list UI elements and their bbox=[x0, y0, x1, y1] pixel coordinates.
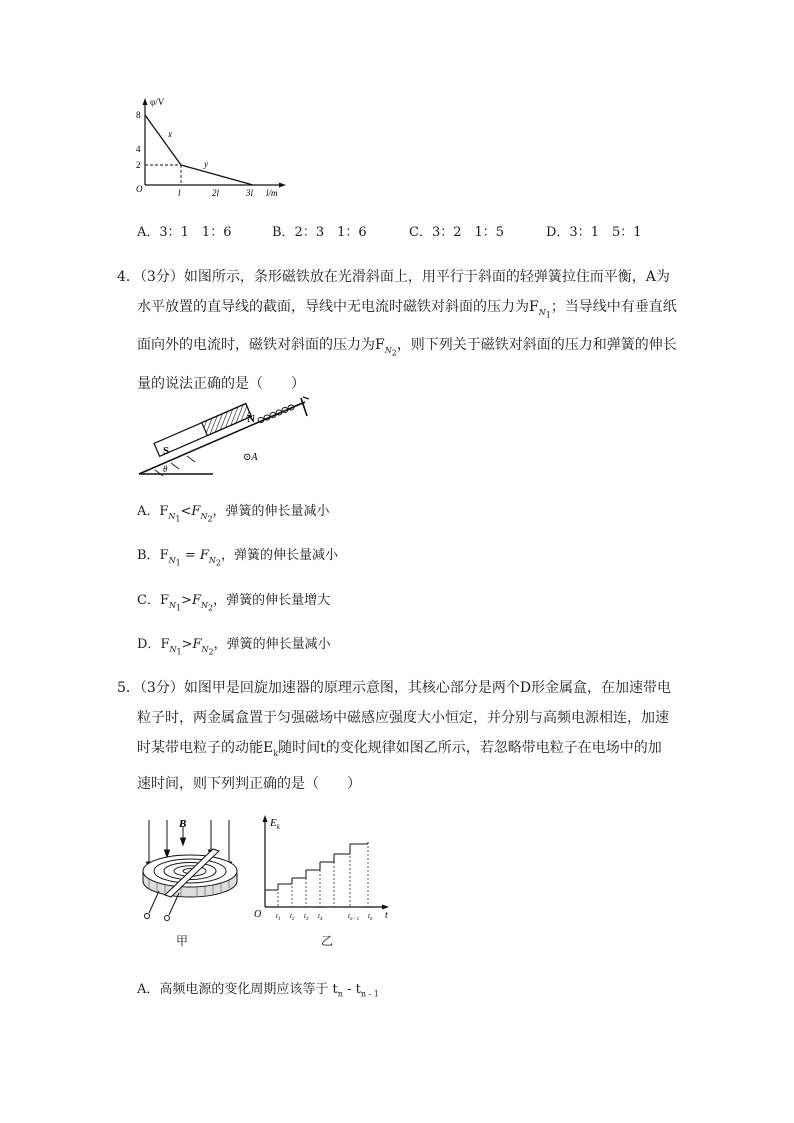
q5-option-a[interactable]: A．高频电源的变化周期应该等于 $t_n - t_{n - 1}$ bbox=[137, 982, 379, 999]
graph-tick-8: 8 bbox=[136, 110, 141, 120]
q4-option-d[interactable]: D．$F_{N_1}>F_{N_2}$，弹簧的伸长量减小 bbox=[137, 637, 331, 657]
cyclotron-figure bbox=[135, 815, 240, 925]
magnet-n-label: N bbox=[247, 413, 255, 425]
segment-y-line bbox=[181, 165, 253, 185]
q4-option-b[interactable]: B．$F_{N_1} = F_{N_2}$，弹簧的伸长量减小 bbox=[137, 548, 339, 568]
q5-line-4: 速时间，则下列判正确的是（ ） bbox=[137, 775, 361, 792]
ek-symbol: $E_k$ bbox=[263, 740, 279, 758]
q4-option-a[interactable]: A．$F_{N_1}<F_{N_2}$，弹簧的伸长量减小 bbox=[137, 504, 330, 524]
graph-origin: O bbox=[136, 184, 143, 194]
q3-option-b[interactable]: B．2：3 1：6 bbox=[272, 225, 367, 240]
q4-option-c[interactable]: C．$F_{N_1}>F_{N_2}$，弹簧的伸长量增大 bbox=[137, 593, 331, 613]
q5-line-3: 时某带电粒子的动能$E_k$随时间t的变化规律如图乙所示，若忽略带电粒子在电场中的加 bbox=[137, 740, 662, 758]
graph-tick-4: 4 bbox=[136, 144, 141, 154]
magnet-incline-figure bbox=[135, 392, 315, 482]
ek-origin: O bbox=[254, 909, 262, 920]
fn2-symbol: $F_{N_2}$ bbox=[375, 337, 397, 358]
potential-graph bbox=[130, 95, 300, 205]
segment-x-label: x bbox=[168, 129, 172, 139]
tick-t1: $t_1$ bbox=[276, 912, 281, 922]
q4-line-2: 水平放置的直导线的截面，导线中无电流时磁铁对斜面的压力为$F_{N_1}$；当导线中有垂直纸 bbox=[137, 299, 677, 320]
fn1-symbol: $F_{N_1}$ bbox=[529, 299, 551, 320]
segment-x-line bbox=[145, 115, 181, 165]
q5-line-1: 5．（3分）如图甲是回旋加速器的原理示意图，其核心部分是两个D形金属盒，在加速带电 bbox=[117, 680, 672, 696]
tick-t3: $t_3$ bbox=[304, 912, 309, 922]
tick-t2: $t_2$ bbox=[290, 912, 295, 922]
q4-line-4: 量的说法正确的是（ ） bbox=[137, 375, 305, 392]
fig-yi-caption: 乙 bbox=[321, 934, 334, 948]
graph-y-axis-label: φ/V bbox=[150, 97, 165, 107]
q3-option-d[interactable]: D．3：1 5：1 bbox=[546, 225, 642, 240]
q5-line-2: 粒子时，两金属盒置于匀强磁场中磁感应强度大小恒定，并分别与高频电源相连，加速 bbox=[137, 710, 669, 726]
q4-stem bbox=[117, 262, 677, 399]
graph-tick-3l: 3l bbox=[246, 188, 254, 198]
magnet-s-label: S bbox=[163, 445, 170, 457]
graph-tick-2: 2 bbox=[136, 160, 141, 170]
ek-x-label: t bbox=[385, 910, 388, 921]
ek-y-label: $E_k$ bbox=[270, 817, 280, 831]
graph-tick-2l: 2l bbox=[212, 188, 220, 198]
q3-option-c[interactable]: C．3：2 1：5 bbox=[409, 225, 505, 240]
graph-x-axis-label: l/m bbox=[266, 188, 278, 198]
wire-a-label: ⊙A bbox=[243, 452, 258, 463]
q4-line-1: 4．（3分）如图所示，条形磁铁放在光滑斜面上，用平行于斜面的轻弹簧拉住而平衡，A为 bbox=[117, 269, 670, 285]
q4-line-3: 面向外的电流时，磁铁对斜面的压力为$F_{N_2}$，则下列关于磁铁对斜面的压力和弹簧的伸长 bbox=[137, 337, 677, 358]
ek-t-graph bbox=[250, 812, 395, 927]
tick-tn-1: $t_{n - 1}$ bbox=[348, 912, 360, 922]
fig-jia-caption: 甲 bbox=[176, 934, 189, 948]
ek-staircase bbox=[265, 842, 368, 907]
graph-tick-l: l bbox=[178, 188, 181, 198]
tick-tn: $t_n$ bbox=[368, 912, 373, 922]
incline-angle-label: θ bbox=[163, 464, 168, 474]
q3-option-a[interactable]: A．3：1 1：6 bbox=[137, 225, 232, 240]
b-field-label: B bbox=[179, 818, 187, 830]
q5-stem bbox=[117, 673, 671, 799]
segment-y-label: y bbox=[204, 159, 208, 169]
tick-t4: $t_4$ bbox=[318, 912, 323, 922]
